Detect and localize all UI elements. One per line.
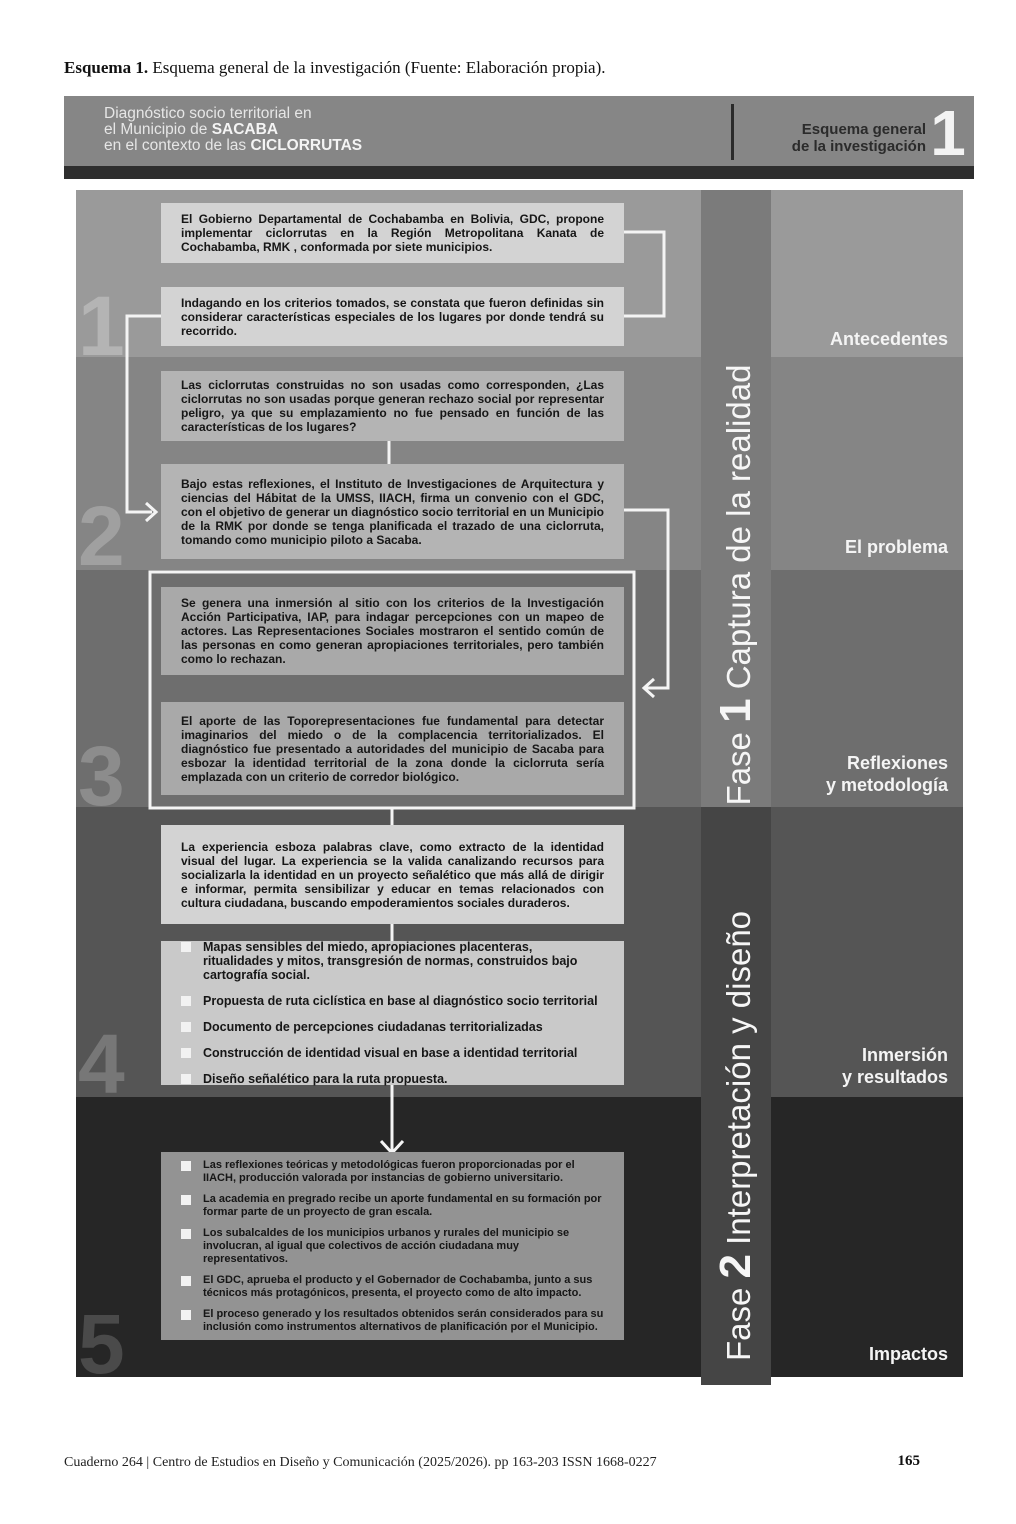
list-item: Las reflexiones teóricas y metodológicas fueron proporcionadas por el IIACH, producción valorada por instancias de gobierno universitario. — [181, 1159, 604, 1185]
box-text: El Gobierno Departamental de Cochabamba en Bolivia, GDC, propone implementar ciclorrutas en la Región Metropolitana Kanata de Cochabamba, RMK , conformada por siete municipios. — [181, 212, 604, 254]
connector-b4-b5 — [624, 510, 668, 688]
phase-title: Captura de la realidad — [720, 364, 757, 699]
connector-b2-b4 — [127, 316, 161, 512]
band-label-line: El problema — [844, 537, 948, 557]
phase-word: Fase — [720, 722, 757, 806]
box-problem-question — [161, 371, 624, 441]
band-label-line: Inmersión — [861, 1045, 948, 1065]
band-number: 3 — [78, 729, 125, 823]
box-text: La experiencia esboza palabras clave, como extracto de la identidad visual del lugar. La experiencia se la valida canalizando recursos para socializarla la identidad en un proyecto señalético que más allá de dirigir e informar, permita sensibilizar y educar en temas relacionados con cultura ciudadana, buscando empoderamientos sociales duraderos. — [181, 839, 604, 910]
band-number: 5 — [78, 1297, 125, 1391]
box-gdc-proposal — [161, 203, 624, 263]
band-label-line: Reflexiones — [846, 753, 948, 773]
list-item: El proceso generado y los resultados obtenidos serán considerados para su inclusión como instrumentos alternativos de planificación por el Municipio. — [181, 1308, 604, 1334]
list-item: Diseño señalético para la ruta propuesta. — [181, 1072, 604, 1086]
band-label-line: Antecedentes — [829, 329, 948, 349]
header-title-text: el Municipio de — [104, 121, 212, 138]
band-number: 2 — [78, 489, 125, 583]
phase-number: 1 — [711, 698, 760, 723]
list-item: Propuesta de ruta ciclística en base al diagnóstico socio territorial — [181, 994, 604, 1008]
impacts-list — [181, 1159, 604, 1334]
header-title-sacaba: SACABA — [211, 121, 279, 138]
box-iap-immersion — [161, 587, 624, 675]
box-keywords — [161, 825, 624, 924]
list-item: Los subalcaldes de los municipios urbanos y rurales del municipio se involucran, al igual que colectivos de acción ciudadana muy representativos. — [181, 1227, 604, 1266]
phase-number: 2 — [711, 1254, 760, 1279]
header-badge-number: 1 — [930, 97, 966, 169]
band-label-line: y resultados — [841, 1067, 948, 1087]
phase-title: Interpretación y diseño — [720, 910, 757, 1255]
band-label-line: y metodología — [825, 775, 948, 795]
page-number: 165 — [897, 1453, 920, 1469]
box-text: El aporte de las Toporepresentaciones fue fundamental para detectar imaginarios del miedo o de la complacencia territorializados. El diagnóstico fue presentado a autoridades del municipio de Sacaba para esbozar la identidad territorial de la zona donde la ciclorruta sería emplazada con un criterio de corredor biológico. — [181, 713, 604, 784]
list-item: Construcción de identidad visual en base a identidad territorial — [181, 1046, 604, 1060]
box-text: Bajo estas reflexiones, el Instituto de Investigaciones de Arquitectura y ciencias del Hábitat de la UMSS, IIACH, firma un convenio con el GDC, con el objetivo de generar un diagnóstico socio territorial en un Municipio de la RMK por donde se tenga planificada el trazado de una ciclorruta, tomando como municipio piloto a Sacaba. — [181, 476, 604, 547]
page-footer: Cuaderno 264 | Centro de Estudios en Diseño y Comunicación (2025/2026). pp 163-203 ISSN 1668-0227 — [64, 1455, 657, 1470]
header-title-ciclorrutas: CICLORRUTAS — [250, 137, 363, 154]
caption-text: Esquema general de la investigación (Fuente: Elaboración propia). — [148, 58, 606, 77]
header-title-text: en el contexto de las — [104, 137, 251, 154]
box-iiach-agreement — [161, 464, 624, 559]
header-title-line-1: Diagnóstico socio territorial en — [104, 105, 312, 122]
box-criteria — [161, 287, 624, 346]
connector-b1-b2 — [624, 232, 664, 316]
caption-label: Esquema 1. — [64, 58, 149, 77]
list-item: Mapas sensibles del miedo, apropiaciones placenteras, ritualidades y mitos, transgresión de normas, construidos bajo cartografía social. — [181, 940, 604, 982]
list-item: El GDC, aprueba el producto y el Gobernador de Cochabamba, junto a sus técnicos más protagónicos, presenta, el proyecto como de alto impacto. — [181, 1274, 604, 1300]
band-number: 4 — [78, 1017, 125, 1111]
header-badge-line-1: Esquema general — [801, 121, 926, 138]
list-item: La academia en pregrado recibe un aporte fundamental en su formación por formar parte de un proyecto de gran escala. — [181, 1193, 604, 1219]
box-text: Indagando en los criterios tomados, se constata que fueron definidas sin considerar características especiales de los lugares por donde tendrá su recorrido. — [181, 295, 604, 338]
box-results-list — [161, 941, 624, 1085]
box-text: Las ciclorrutas construidas no son usadas como corresponden, ¿Las ciclorrutas no son usadas porque generan rechazo social por representar peligro, ya que su emplazamiento no fue pensado en función de las características de los lugares? — [181, 378, 604, 434]
header-badge-line-2: de la investigación — [791, 138, 926, 155]
box-text: Se genera una inmersión al sitio con los criterios de la Investigación Acción Participativa, IAP, para indagar percepciones con un mapeo de actores. Las Representaciones Sociales mostraron el sentido común de las personas en como generan apropiaciones territoriales, pero también como lo rechazan. — [181, 596, 604, 666]
results-list — [181, 940, 604, 1086]
phase-word: Fase — [720, 1278, 757, 1362]
band-number: 1 — [78, 279, 125, 373]
band-label-line: Impactos — [868, 1344, 948, 1364]
box-toporepresentations — [161, 702, 624, 795]
list-item: Documento de percepciones ciudadanas territorializadas — [181, 1020, 604, 1034]
box-impacts-list — [161, 1152, 624, 1340]
